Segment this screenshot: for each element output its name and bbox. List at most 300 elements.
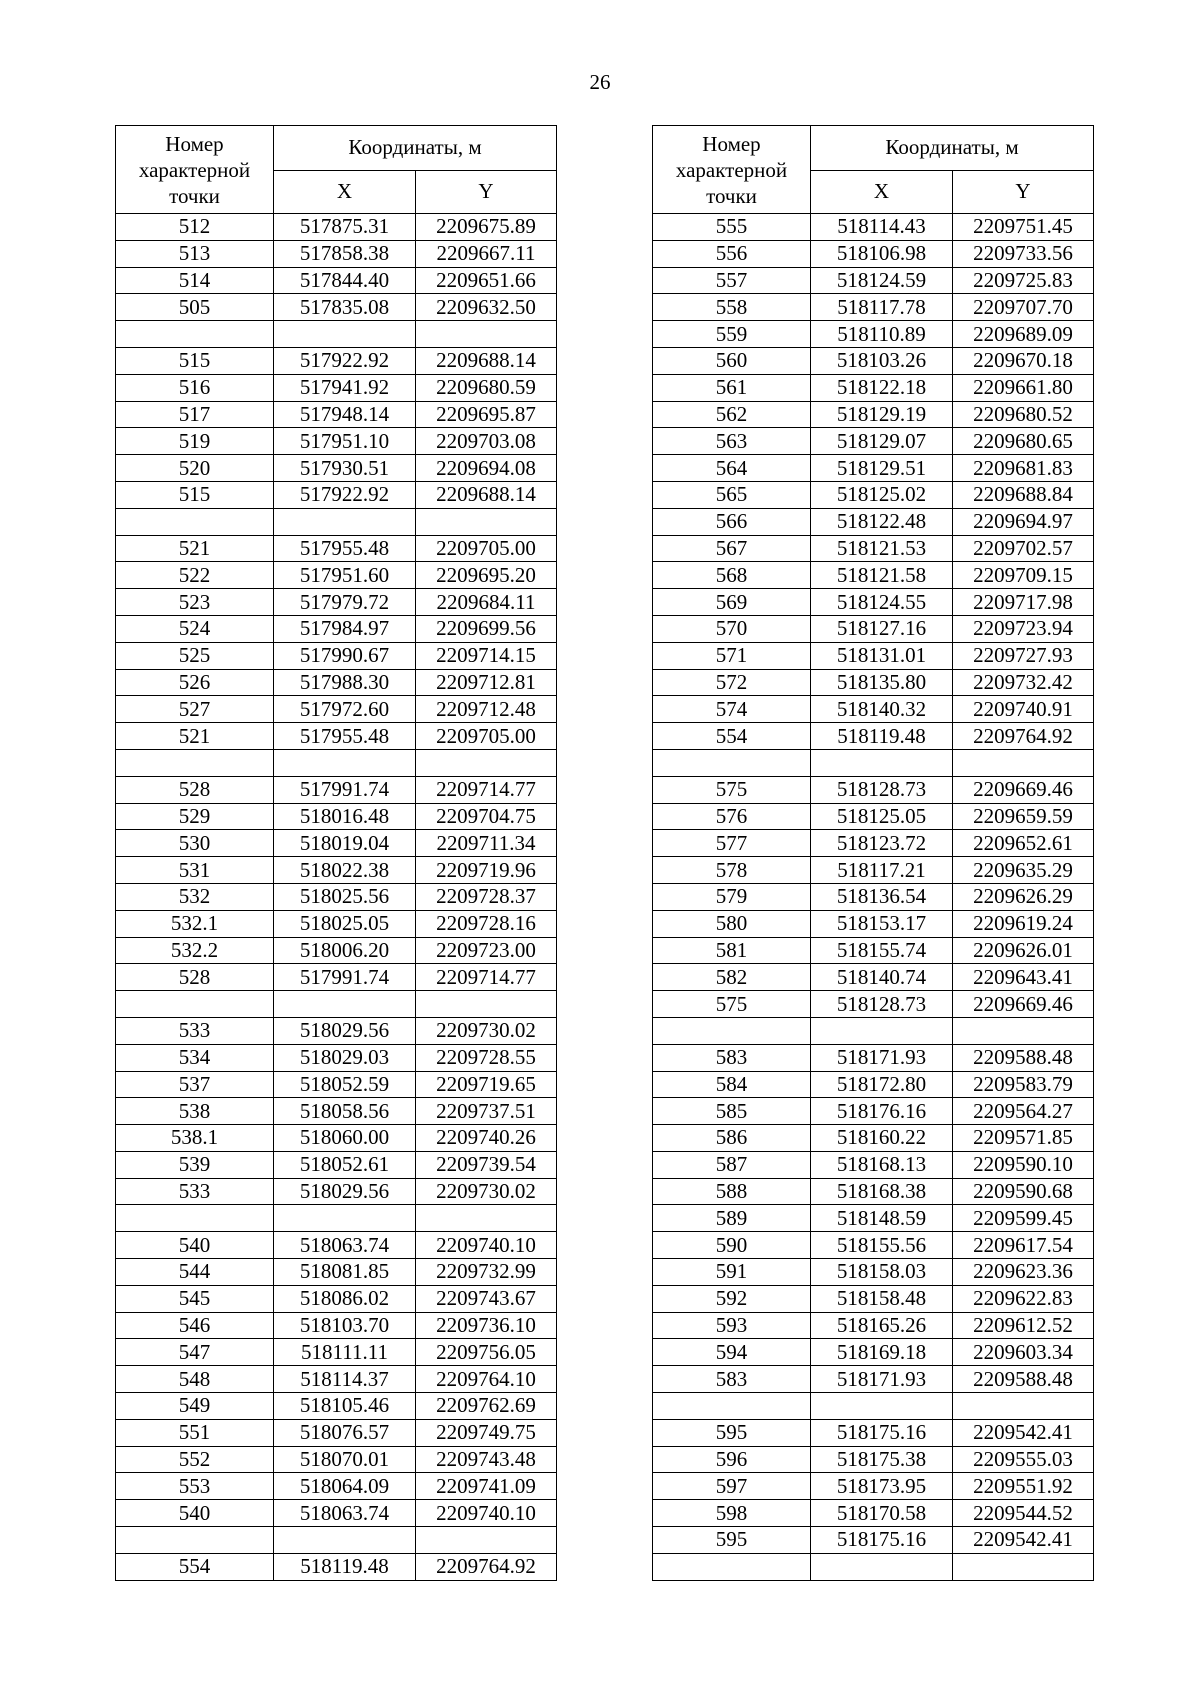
table-row [653,1446,1094,1473]
x-coordinate-cell: 518171.93 [811,1366,953,1393]
y-coordinate-cell: 2209741.09 [416,1473,557,1500]
y-coordinate-cell: 2209551.92 [953,1473,1094,1500]
table-row [653,669,1094,696]
point-number-cell: 520 [116,455,274,482]
x-coordinate-cell: 518128.73 [811,776,953,803]
x-coordinate-cell: 518016.48 [274,803,416,830]
table-row [116,1125,557,1152]
x-coordinate-cell: 518070.01 [274,1446,416,1473]
table-row [116,1232,557,1259]
table-row [116,615,557,642]
table-row [653,776,1094,803]
x-coordinate-cell: 517991.74 [274,776,416,803]
y-coordinate-cell: 2209588.48 [953,1366,1094,1393]
y-coordinate-cell: 2209659.59 [953,803,1094,830]
point-number-cell [116,991,274,1018]
point-number-cell: 595 [653,1419,811,1446]
point-number-cell: 516 [116,374,274,401]
coordinates-header: Координаты, м [811,126,1094,171]
x-coordinate-cell: 518173.95 [811,1473,953,1500]
point-number-cell: 522 [116,562,274,589]
table-row [116,347,557,374]
point-number-cell: 531 [116,857,274,884]
table-row [653,1259,1094,1286]
point-number-cell: 534 [116,1044,274,1071]
x-coordinate-cell: 518124.55 [811,589,953,616]
y-coordinate-cell: 2209740.26 [416,1125,557,1152]
y-coordinate-cell [416,1527,557,1554]
table-row [116,1044,557,1071]
header-line: точки [169,183,220,208]
table-row [653,830,1094,857]
table-row [653,294,1094,321]
x-coordinate-cell: 518129.19 [811,401,953,428]
x-coordinate-cell [274,991,416,1018]
y-header: Y [953,170,1094,214]
table-row [653,1044,1094,1071]
x-coordinate-cell: 518175.38 [811,1446,953,1473]
point-number-cell: 517 [116,401,274,428]
point-number-cell: 592 [653,1285,811,1312]
x-coordinate-cell [274,508,416,535]
point-number-cell: 598 [653,1500,811,1527]
y-coordinate-cell: 2209626.01 [953,937,1094,964]
table-row [116,428,557,455]
header-line: характерной [675,157,788,182]
table-row [653,508,1094,535]
table-row [116,1259,557,1286]
y-coordinate-cell: 2209740.91 [953,696,1094,723]
x-coordinate-cell: 517858.38 [274,240,416,267]
point-number-cell: 568 [653,562,811,589]
header-line: точки [706,183,757,208]
y-coordinate-cell: 2209704.75 [416,803,557,830]
point-number-cell: 532 [116,883,274,910]
x-coordinate-cell: 518029.56 [274,1017,416,1044]
x-coordinate-cell: 518052.59 [274,1071,416,1098]
table-row [116,1473,557,1500]
x-coordinate-cell: 518176.16 [811,1098,953,1125]
table-row [653,642,1094,669]
point-number-cell: 554 [116,1553,274,1580]
y-coordinate-cell: 2209728.37 [416,883,557,910]
point-number-cell: 581 [653,937,811,964]
point-number-cell: 559 [653,321,811,348]
point-number-cell: 532.1 [116,910,274,937]
point-number-cell [116,508,274,535]
x-coordinate-cell: 518114.37 [274,1366,416,1393]
y-coordinate-cell: 2209739.54 [416,1151,557,1178]
point-number-cell: 521 [116,723,274,750]
y-coordinate-cell: 2209669.46 [953,991,1094,1018]
table-body [653,214,1094,1581]
y-coordinate-cell: 2209555.03 [953,1446,1094,1473]
table-row [653,1017,1094,1044]
x-coordinate-cell: 518119.48 [811,723,953,750]
y-coordinate-cell: 2209732.42 [953,669,1094,696]
x-coordinate-cell: 517875.31 [274,214,416,241]
y-coordinate-cell: 2209712.48 [416,696,557,723]
table-row [653,267,1094,294]
table-row [653,723,1094,750]
y-coordinate-cell: 2209695.87 [416,401,557,428]
x-coordinate-cell: 518122.48 [811,508,953,535]
table-row [116,910,557,937]
point-number-cell: 562 [653,401,811,428]
table-row [653,910,1094,937]
x-coordinate-cell: 517922.92 [274,481,416,508]
x-coordinate-cell [811,749,953,776]
y-coordinate-cell: 2209714.77 [416,964,557,991]
x-coordinate-cell: 518131.01 [811,642,953,669]
y-coordinate-cell: 2209688.14 [416,347,557,374]
point-number-cell: 544 [116,1259,274,1286]
point-number-cell: 572 [653,669,811,696]
header-line: Номер [165,131,224,156]
table-row [653,803,1094,830]
y-coordinate-cell: 2209590.68 [953,1178,1094,1205]
table-row [116,267,557,294]
point-number-cell: 583 [653,1366,811,1393]
point-number-cell: 547 [116,1339,274,1366]
table-row [116,481,557,508]
point-number-cell: 578 [653,857,811,884]
x-coordinate-cell: 518119.48 [274,1553,416,1580]
table-row [653,481,1094,508]
point-number-cell: 589 [653,1205,811,1232]
table-row [653,1098,1094,1125]
y-coordinate-cell: 2209643.41 [953,964,1094,991]
table-row [653,749,1094,776]
point-number-cell: 577 [653,830,811,857]
point-number-cell: 585 [653,1098,811,1125]
table-row [116,669,557,696]
point-number-cell: 584 [653,1071,811,1098]
y-coordinate-cell: 2209680.52 [953,401,1094,428]
y-coordinate-cell [416,508,557,535]
y-coordinate-cell: 2209695.20 [416,562,557,589]
table-row [653,883,1094,910]
table-row [116,857,557,884]
x-coordinate-cell: 518155.74 [811,937,953,964]
table-row [116,1553,557,1580]
x-coordinate-cell: 517930.51 [274,455,416,482]
x-coordinate-cell: 518122.18 [811,374,953,401]
point-number-cell: 563 [653,428,811,455]
point-number-cell [653,1553,811,1580]
y-coordinate-cell: 2209732.99 [416,1259,557,1286]
table-row [116,1098,557,1125]
x-coordinate-cell: 517941.92 [274,374,416,401]
point-number-cell: 561 [653,374,811,401]
y-coordinate-cell [416,321,557,348]
table-row [653,1232,1094,1259]
y-coordinate-cell: 2209680.59 [416,374,557,401]
x-coordinate-cell: 518158.03 [811,1259,953,1286]
point-number-cell: 546 [116,1312,274,1339]
table-row [116,776,557,803]
x-coordinate-cell: 518058.56 [274,1098,416,1125]
point-number-cell: 527 [116,696,274,723]
table-row [653,937,1094,964]
table-row [116,1500,557,1527]
x-coordinate-cell: 518064.09 [274,1473,416,1500]
table-row [116,1205,557,1232]
table-row [116,883,557,910]
table-row [653,1419,1094,1446]
table-row [116,535,557,562]
table-row [653,589,1094,616]
y-coordinate-cell: 2209740.10 [416,1232,557,1259]
coordinates-table-left [115,125,557,1581]
table-row [116,1366,557,1393]
table-row [653,1393,1094,1420]
x-coordinate-cell: 518060.00 [274,1125,416,1152]
point-number-cell [116,749,274,776]
x-coordinate-cell: 518103.26 [811,347,953,374]
point-number-cell: 515 [116,481,274,508]
x-coordinate-cell: 518076.57 [274,1419,416,1446]
table-row [653,1553,1094,1580]
point-number-cell: 595 [653,1527,811,1554]
y-coordinate-cell: 2209670.18 [953,347,1094,374]
point-number-cell: 549 [116,1393,274,1420]
x-coordinate-cell: 518135.80 [811,669,953,696]
point-number-cell: 586 [653,1125,811,1152]
table-row [116,321,557,348]
y-coordinate-cell: 2209756.05 [416,1339,557,1366]
point-number-cell [653,1017,811,1044]
x-coordinate-cell: 518025.05 [274,910,416,937]
x-coordinate-cell: 518117.21 [811,857,953,884]
point-number-cell: 537 [116,1071,274,1098]
x-coordinate-cell: 518165.26 [811,1312,953,1339]
table-row [653,1151,1094,1178]
point-number-cell: 545 [116,1285,274,1312]
y-coordinate-cell: 2209707.70 [953,294,1094,321]
point-number-cell: 513 [116,240,274,267]
y-coordinate-cell [953,749,1094,776]
point-number-cell: 587 [653,1151,811,1178]
x-coordinate-cell [811,1393,953,1420]
table-row [653,535,1094,562]
table-row [116,803,557,830]
y-coordinate-cell [953,1393,1094,1420]
point-number-cell: 512 [116,214,274,241]
x-coordinate-cell: 518063.74 [274,1500,416,1527]
table-row [116,1527,557,1554]
table-row [653,214,1094,241]
x-coordinate-cell: 517991.74 [274,964,416,991]
table-row [653,1285,1094,1312]
y-coordinate-cell [416,1205,557,1232]
table-row [116,1339,557,1366]
table-row [116,1178,557,1205]
table-row [116,455,557,482]
table-row [116,642,557,669]
table-row [653,1500,1094,1527]
x-coordinate-cell: 518129.51 [811,455,953,482]
point-number-cell: 574 [653,696,811,723]
y-coordinate-cell: 2209667.11 [416,240,557,267]
y-coordinate-cell [953,1553,1094,1580]
y-coordinate-cell: 2209542.41 [953,1419,1094,1446]
point-number-cell: 532.2 [116,937,274,964]
table-row [116,937,557,964]
point-number-cell: 533 [116,1017,274,1044]
point-number-cell: 538 [116,1098,274,1125]
x-coordinate-cell: 518006.20 [274,937,416,964]
y-coordinate-cell: 2209651.66 [416,267,557,294]
x-coordinate-cell: 518171.93 [811,1044,953,1071]
y-coordinate-cell: 2209725.83 [953,267,1094,294]
x-coordinate-cell: 517951.10 [274,428,416,455]
y-coordinate-cell: 2209684.11 [416,589,557,616]
y-coordinate-cell: 2209733.56 [953,240,1094,267]
point-number-cell [116,321,274,348]
y-coordinate-cell: 2209736.10 [416,1312,557,1339]
x-coordinate-cell: 518125.02 [811,481,953,508]
y-coordinate-cell: 2209749.75 [416,1419,557,1446]
x-coordinate-cell: 517988.30 [274,669,416,696]
x-coordinate-cell: 517844.40 [274,267,416,294]
point-number-cell: 597 [653,1473,811,1500]
point-number-cell: 548 [116,1366,274,1393]
point-number-cell: 519 [116,428,274,455]
point-number-cell: 590 [653,1232,811,1259]
table-row [116,830,557,857]
y-coordinate-cell [416,749,557,776]
point-number-cell: 558 [653,294,811,321]
x-coordinate-cell: 518140.32 [811,696,953,723]
y-coordinate-cell: 2209688.14 [416,481,557,508]
y-coordinate-cell: 2209711.34 [416,830,557,857]
y-coordinate-cell: 2209699.56 [416,615,557,642]
table-row [653,1473,1094,1500]
y-coordinate-cell: 2209714.15 [416,642,557,669]
point-number-cell: 580 [653,910,811,937]
x-header: X [274,170,416,214]
x-coordinate-cell: 518140.74 [811,964,953,991]
x-coordinate-cell: 518175.16 [811,1527,953,1554]
y-coordinate-cell: 2209612.52 [953,1312,1094,1339]
y-coordinate-cell: 2209632.50 [416,294,557,321]
y-coordinate-cell: 2209727.93 [953,642,1094,669]
x-coordinate-cell: 518106.98 [811,240,953,267]
point-number-cell: 583 [653,1044,811,1071]
x-coordinate-cell [274,1205,416,1232]
point-number-cell [653,749,811,776]
page-number: 26 [589,70,611,94]
point-number-cell: 557 [653,267,811,294]
table-row [653,455,1094,482]
y-coordinate-cell: 2209737.51 [416,1098,557,1125]
y-coordinate-cell: 2209599.45 [953,1205,1094,1232]
table-row [116,1446,557,1473]
y-coordinate-cell: 2209603.34 [953,1339,1094,1366]
x-coordinate-cell: 517955.48 [274,535,416,562]
y-coordinate-cell: 2209728.55 [416,1044,557,1071]
x-coordinate-cell: 518111.11 [274,1339,416,1366]
table-row [653,321,1094,348]
x-coordinate-cell [274,1527,416,1554]
x-coordinate-cell: 518117.78 [811,294,953,321]
y-coordinate-cell: 2209703.08 [416,428,557,455]
table-row [653,347,1094,374]
point-number-cell: 525 [116,642,274,669]
y-coordinate-cell: 2209764.92 [416,1553,557,1580]
point-number-cell: 555 [653,214,811,241]
y-coordinate-cell: 2209689.09 [953,321,1094,348]
y-coordinate-cell: 2209623.36 [953,1259,1094,1286]
x-coordinate-cell: 518029.56 [274,1178,416,1205]
y-coordinate-cell: 2209717.98 [953,589,1094,616]
table-row [653,240,1094,267]
x-coordinate-cell [811,1553,953,1580]
y-coordinate-cell: 2209702.57 [953,535,1094,562]
table-row [116,1285,557,1312]
x-coordinate-cell: 517955.48 [274,723,416,750]
y-coordinate-cell: 2209675.89 [416,214,557,241]
point-number-cell: 524 [116,615,274,642]
point-number-cell: 515 [116,347,274,374]
x-coordinate-cell: 517835.08 [274,294,416,321]
y-coordinate-cell: 2209680.65 [953,428,1094,455]
x-coordinate-cell: 518105.46 [274,1393,416,1420]
x-coordinate-cell: 518029.03 [274,1044,416,1071]
point-number-cell: 552 [116,1446,274,1473]
y-coordinate-cell: 2209583.79 [953,1071,1094,1098]
y-coordinate-cell: 2209723.00 [416,937,557,964]
x-coordinate-cell: 518019.04 [274,830,416,857]
table-row [116,1071,557,1098]
point-number-cell: 528 [116,964,274,991]
point-number-cell: 594 [653,1339,811,1366]
point-number-header [116,126,274,214]
table-row [653,1125,1094,1152]
point-number-cell: 521 [116,535,274,562]
table-row [653,1178,1094,1205]
point-number-cell: 523 [116,589,274,616]
table-row [653,991,1094,1018]
x-coordinate-cell: 518103.70 [274,1312,416,1339]
y-coordinate-cell: 2209764.92 [953,723,1094,750]
point-number-cell: 540 [116,1500,274,1527]
x-coordinate-cell: 518123.72 [811,830,953,857]
y-coordinate-cell: 2209544.52 [953,1500,1094,1527]
table-row [653,1312,1094,1339]
table-row [653,428,1094,455]
point-number-cell: 528 [116,776,274,803]
table-row [653,374,1094,401]
x-coordinate-cell: 518121.58 [811,562,953,589]
point-number-cell: 529 [116,803,274,830]
y-coordinate-cell: 2209688.84 [953,481,1094,508]
y-coordinate-cell: 2209730.02 [416,1017,557,1044]
table-body [116,214,557,1581]
point-number-cell: 540 [116,1232,274,1259]
x-coordinate-cell: 518168.13 [811,1151,953,1178]
table-row [653,857,1094,884]
point-number-cell: 576 [653,803,811,830]
coordinates-table-right [652,125,1094,1581]
point-number-cell: 530 [116,830,274,857]
x-coordinate-cell: 518121.53 [811,535,953,562]
y-coordinate-cell: 2209661.80 [953,374,1094,401]
y-coordinate-cell: 2209617.54 [953,1232,1094,1259]
x-coordinate-cell: 518086.02 [274,1285,416,1312]
x-coordinate-cell: 518124.59 [811,267,953,294]
